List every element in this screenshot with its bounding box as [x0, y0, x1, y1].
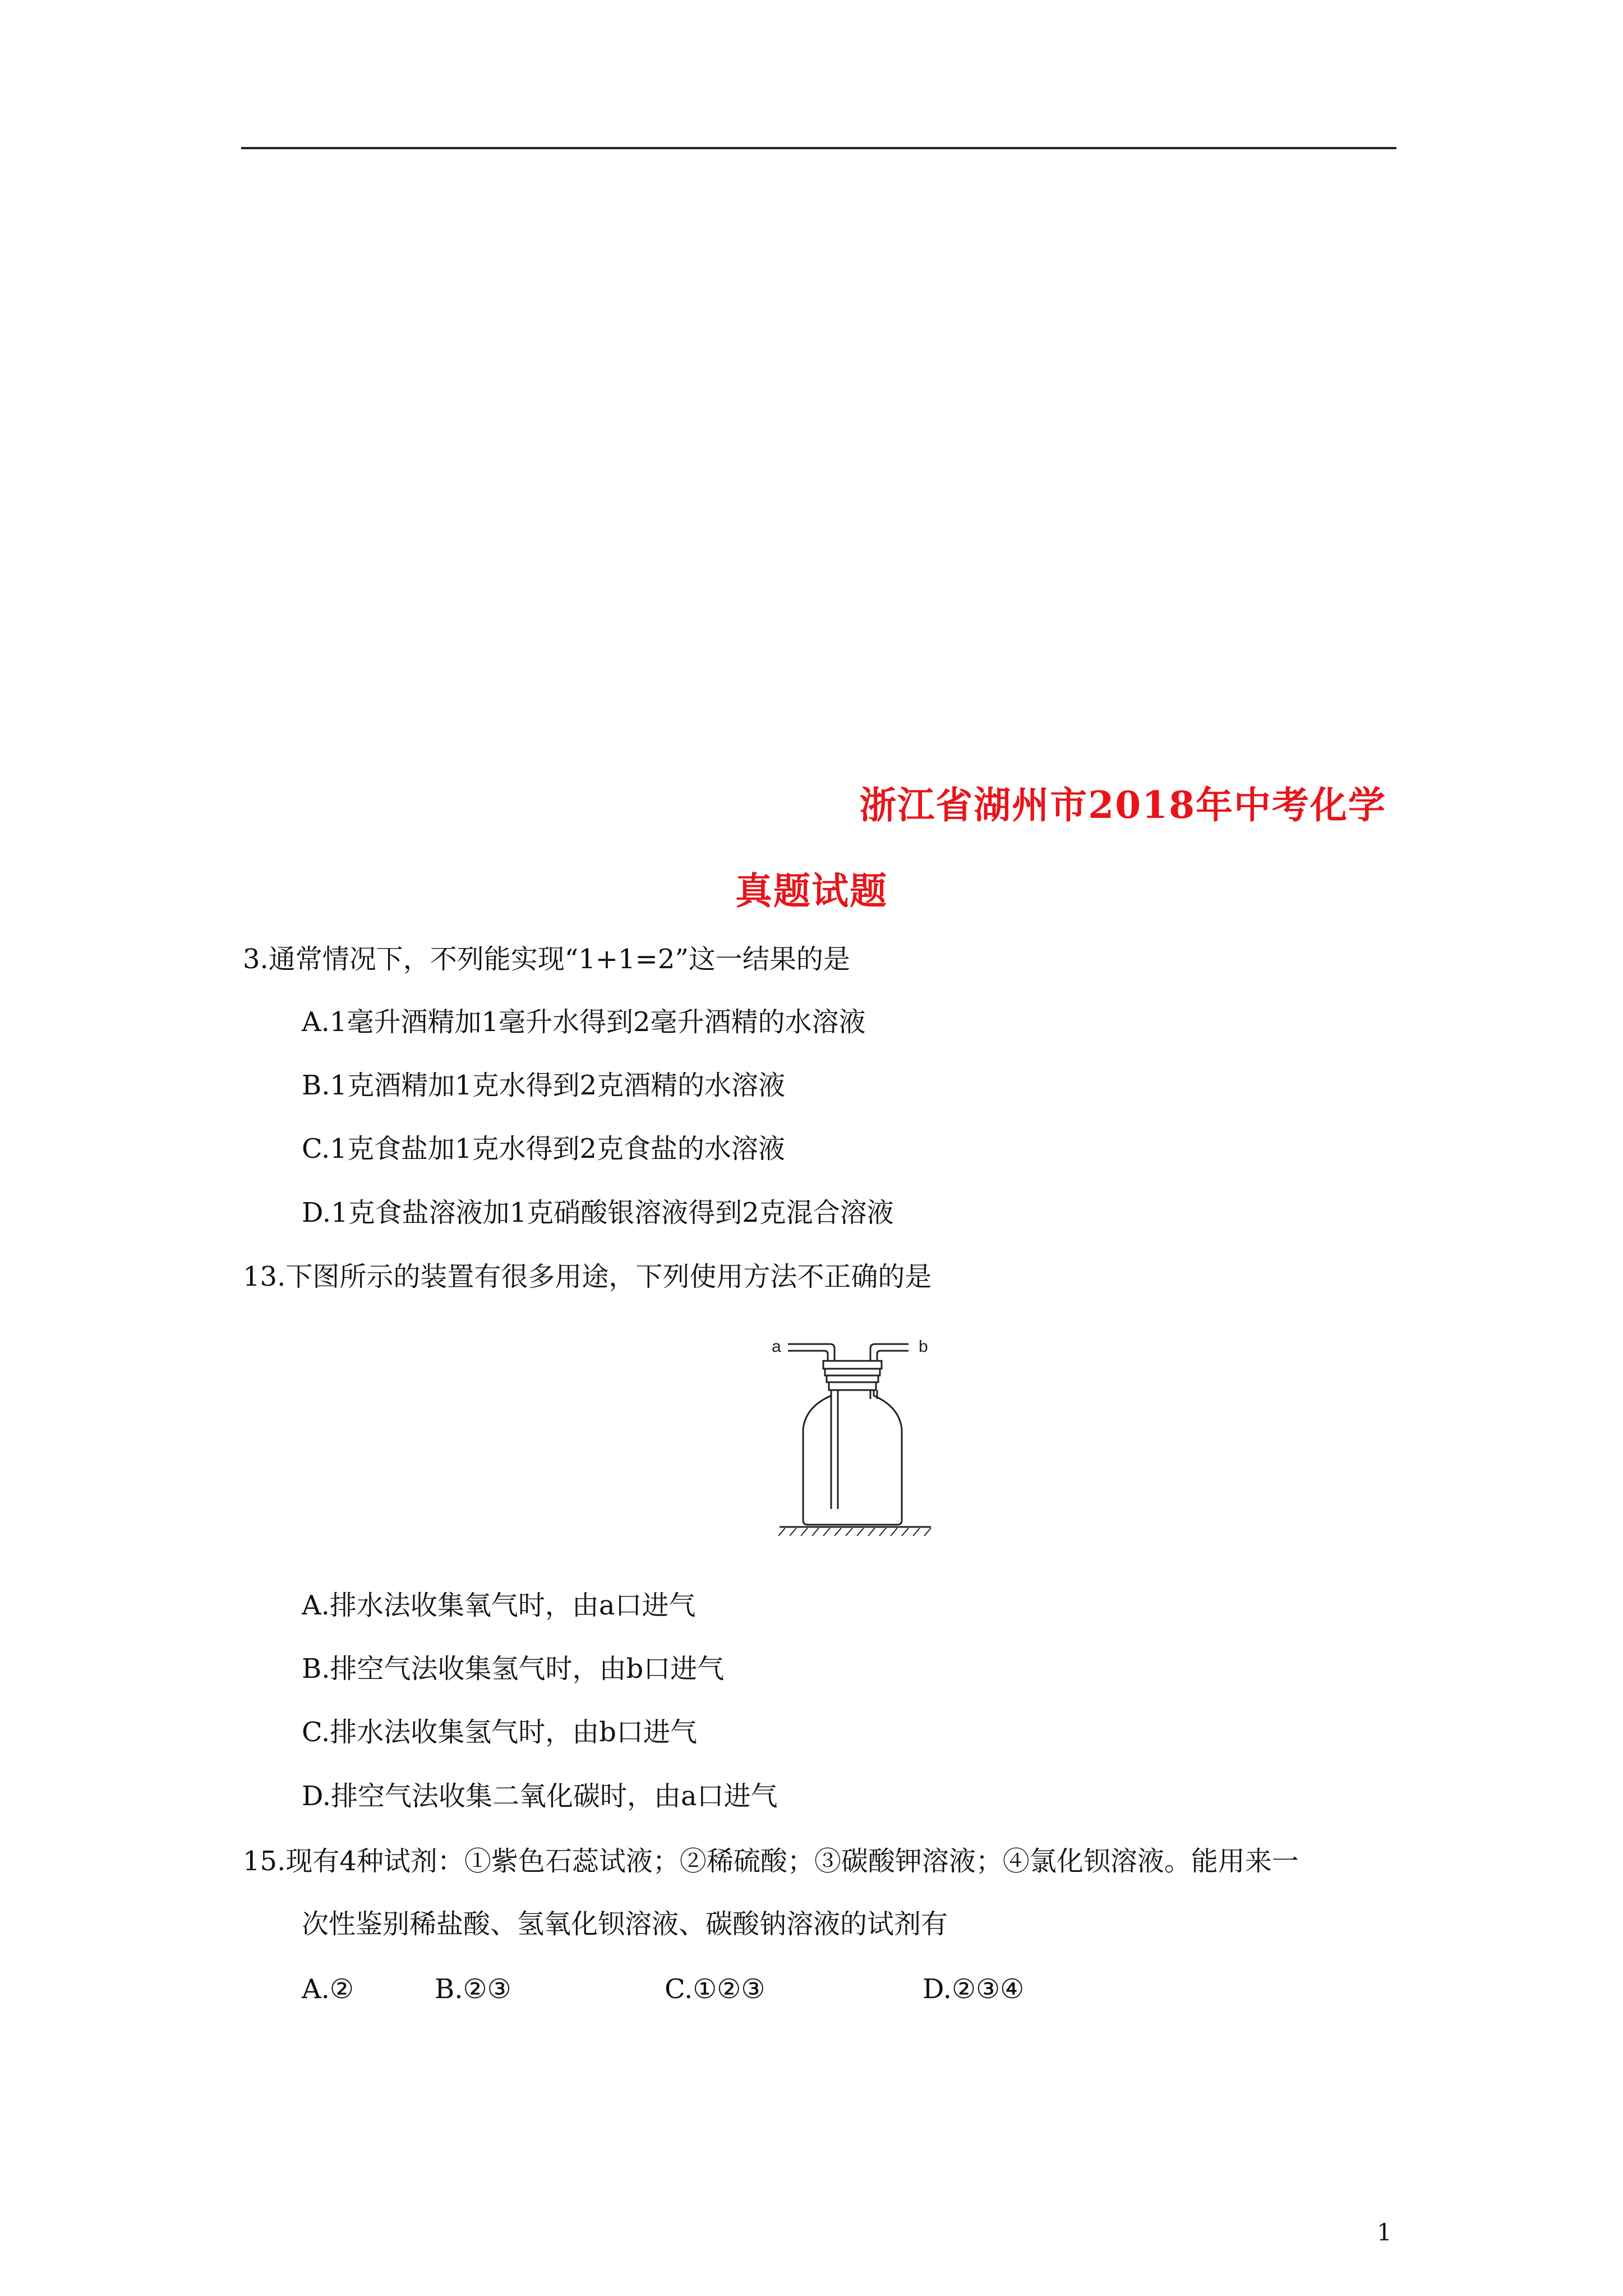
question-13-option-b: B.排空气法收集氢气时，由b口进气 [302, 1653, 725, 1685]
question-13-option-c: C.排水法收集氢气时，由b口进气 [302, 1717, 698, 1748]
question-3-option-c: C.1克食盐加1克水得到2克食盐的水溶液 [302, 1133, 785, 1165]
question-15-option-c: C.①②③ [665, 1973, 766, 2005]
question-13-option-d: D.排空气法收集二氧化碳时，由a口进气 [302, 1780, 778, 1812]
title-line-2: 真题试题 [735, 869, 888, 913]
figure-label-a: a [772, 1337, 781, 1356]
question-15-stem-line-2: 次性鉴别稀盐酸、氢氧化钡溶液、碳酸钠溶液的试剂有 [302, 1908, 948, 1940]
title-line-1: 浙江省湖州市2018年中考化学 [859, 783, 1386, 827]
question-15-option-d: D.②③④ [923, 1973, 1025, 2005]
question-3-option-d: D.1克食盐溶液加1克硝酸银溶液得到2克混合溶液 [302, 1197, 894, 1228]
gas-washing-bottle-figure [768, 1329, 948, 1554]
page-number: 1 [1377, 2219, 1392, 2246]
question-13-option-a: A.排水法收集氧气时，由a口进气 [302, 1590, 696, 1621]
question-13-stem: 13.下图所示的装置有很多用途，下列使用方法不正确的是 [243, 1261, 932, 1292]
question-3-stem: 3.通常情况下，不列能实现“1+1=2”这一结果的是 [243, 944, 850, 975]
header-rule [241, 147, 1396, 149]
question-15-option-a: A.② [302, 1973, 354, 2005]
question-3-option-b: B.1克酒精加1克水得到2克酒精的水溶液 [302, 1070, 786, 1101]
question-3-option-a: A.1毫升酒精加1毫升水得到2毫升酒精的水溶液 [302, 1006, 866, 1038]
question-15-stem-line-1: 15.现有4种试剂：①紫色石蕊试液；②稀硫酸；③碳酸钾溶液；④氯化钡溶液。能用来一 [243, 1846, 1299, 1877]
figure-label-b: b [919, 1337, 928, 1356]
question-15-option-b: B.②③ [435, 1973, 511, 2005]
